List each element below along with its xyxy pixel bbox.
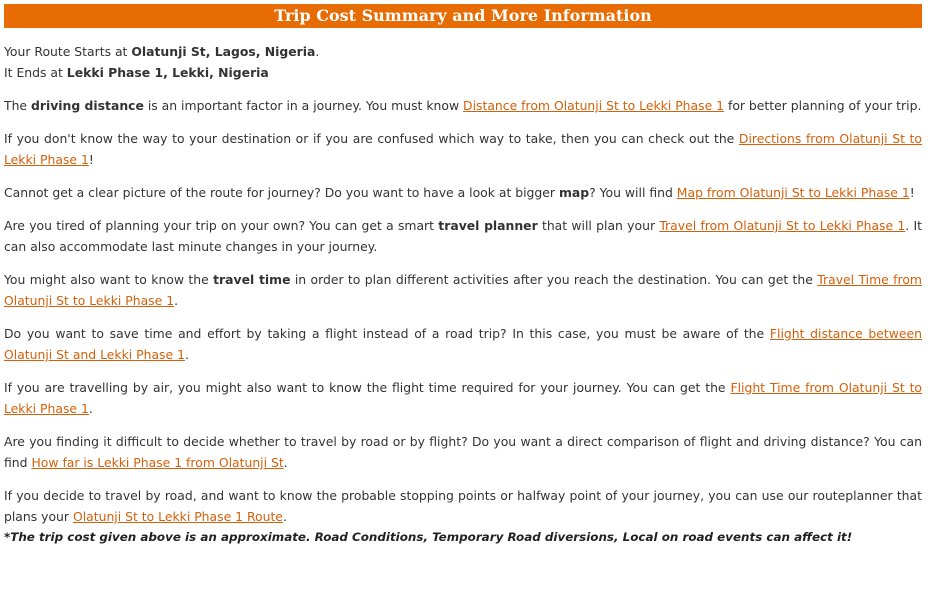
- info-content: [4, 41, 922, 547]
- paragraph-text: !: [909, 185, 915, 200]
- map-link[interactable]: Map from Olatunji St to Lekki Phase 1: [676, 185, 910, 200]
- paragraph-text: You might also want to know the: [4, 272, 214, 287]
- paragraph-text: !: [88, 152, 94, 167]
- paragraph-travel-planner: [4, 215, 922, 257]
- paragraph-route-planner: [4, 485, 922, 527]
- paragraph-how-far: [4, 431, 922, 473]
- paragraph-text: .: [283, 455, 288, 470]
- paragraph-text: If you are travelling by air, you might also want to know the flight time required for your journey. You can get the: [4, 380, 731, 395]
- paragraph-text: If you don't know the way to your destination or if you are confused which way to take, then you can check out the: [4, 131, 739, 146]
- paragraph-map: [4, 182, 922, 203]
- directions-link[interactable]: Directions from Olatunji St to Lekki Phase 1: [4, 131, 922, 167]
- route-start-suffix: .: [315, 44, 320, 59]
- paragraph-text: The: [4, 98, 31, 113]
- how-far-link[interactable]: How far is Lekki Phase 1 from Olatunji St: [31, 455, 284, 470]
- paragraph-text: Are you finding it difficult to decide whether to travel by road or by flight? Do you want a direct comparison of flight and driving distance? You can find: [4, 434, 922, 470]
- distance-link[interactable]: Distance from Olatunji St to Lekki Phase 1: [463, 98, 725, 113]
- paragraph-text: .: [174, 293, 179, 308]
- route-start-location: Olatunji St, Lagos, Nigeria: [131, 44, 316, 59]
- travel-link[interactable]: Travel from Olatunji St to Lekki Phase 1: [659, 218, 906, 233]
- paragraph-text: .: [184, 347, 189, 362]
- route-start-prefix: Your Route Starts at: [4, 44, 132, 59]
- route-summary: [4, 41, 922, 83]
- paragraph-text: . It can also accommodate last minute changes in your journey.: [4, 218, 923, 254]
- route-end-prefix: It Ends at: [4, 65, 67, 80]
- paragraph-bold: driving distance: [30, 98, 144, 113]
- paragraph-text: Do you want to save time and effort by taking a flight instead of a road trip? In this case, you must be aware of the: [4, 326, 770, 341]
- paragraph-text: Cannot get a clear picture of the route for journey? Do you want to have a look at bigger: [4, 185, 559, 200]
- route-end-line: [4, 62, 922, 83]
- paragraph-bold: travel planner: [438, 218, 538, 233]
- route-start-line: [4, 41, 922, 62]
- paragraph-text: in order to plan different activities after you reach the destination. You can get the: [290, 272, 818, 287]
- paragraph-directions: [4, 128, 922, 170]
- paragraph-text: ? You will find: [589, 185, 677, 200]
- paragraph-text: is an important factor in a journey. You must know: [143, 98, 464, 113]
- paragraph-flight-time: [4, 377, 922, 419]
- section-title: Trip Cost Summary and More Information: [4, 4, 922, 28]
- paragraph-bold: travel time: [213, 272, 291, 287]
- paragraph-text: that will plan your: [537, 218, 660, 233]
- paragraph-text: .: [88, 401, 93, 416]
- paragraph-bold: map: [558, 185, 590, 200]
- paragraph-flight-distance: [4, 323, 922, 365]
- paragraph-text: for better planning of your trip.: [724, 98, 922, 113]
- travel-time-link[interactable]: Travel Time from Olatunji St to Lekki Phase 1: [4, 272, 923, 308]
- trip-cost-disclaimer: *The trip cost given above is an approximate. Road Conditions, Temporary Road diversions, Local on road events can affect it!: [4, 530, 853, 544]
- route-end-location: Lekki Phase 1, Lekki, Nigeria: [66, 65, 269, 80]
- paragraph-text: If you decide to travel by road, and want to know the probable stopping points or halfway point of your journey, you can use our routeplanner that plans your: [4, 488, 922, 524]
- route-link[interactable]: Olatunji St to Lekki Phase 1 Route: [72, 509, 283, 524]
- flight-time-link[interactable]: Flight Time from Olatunji St to Lekki Phase 1: [4, 380, 923, 416]
- paragraph-driving-distance: [4, 95, 922, 116]
- paragraph-text: .: [282, 509, 287, 524]
- paragraph-travel-time: [4, 269, 922, 311]
- paragraph-text: Are you tired of planning your trip on your own? You can get a smart: [4, 218, 439, 233]
- flight-distance-link[interactable]: Flight distance between Olatunji St and Lekki Phase 1: [4, 326, 922, 362]
